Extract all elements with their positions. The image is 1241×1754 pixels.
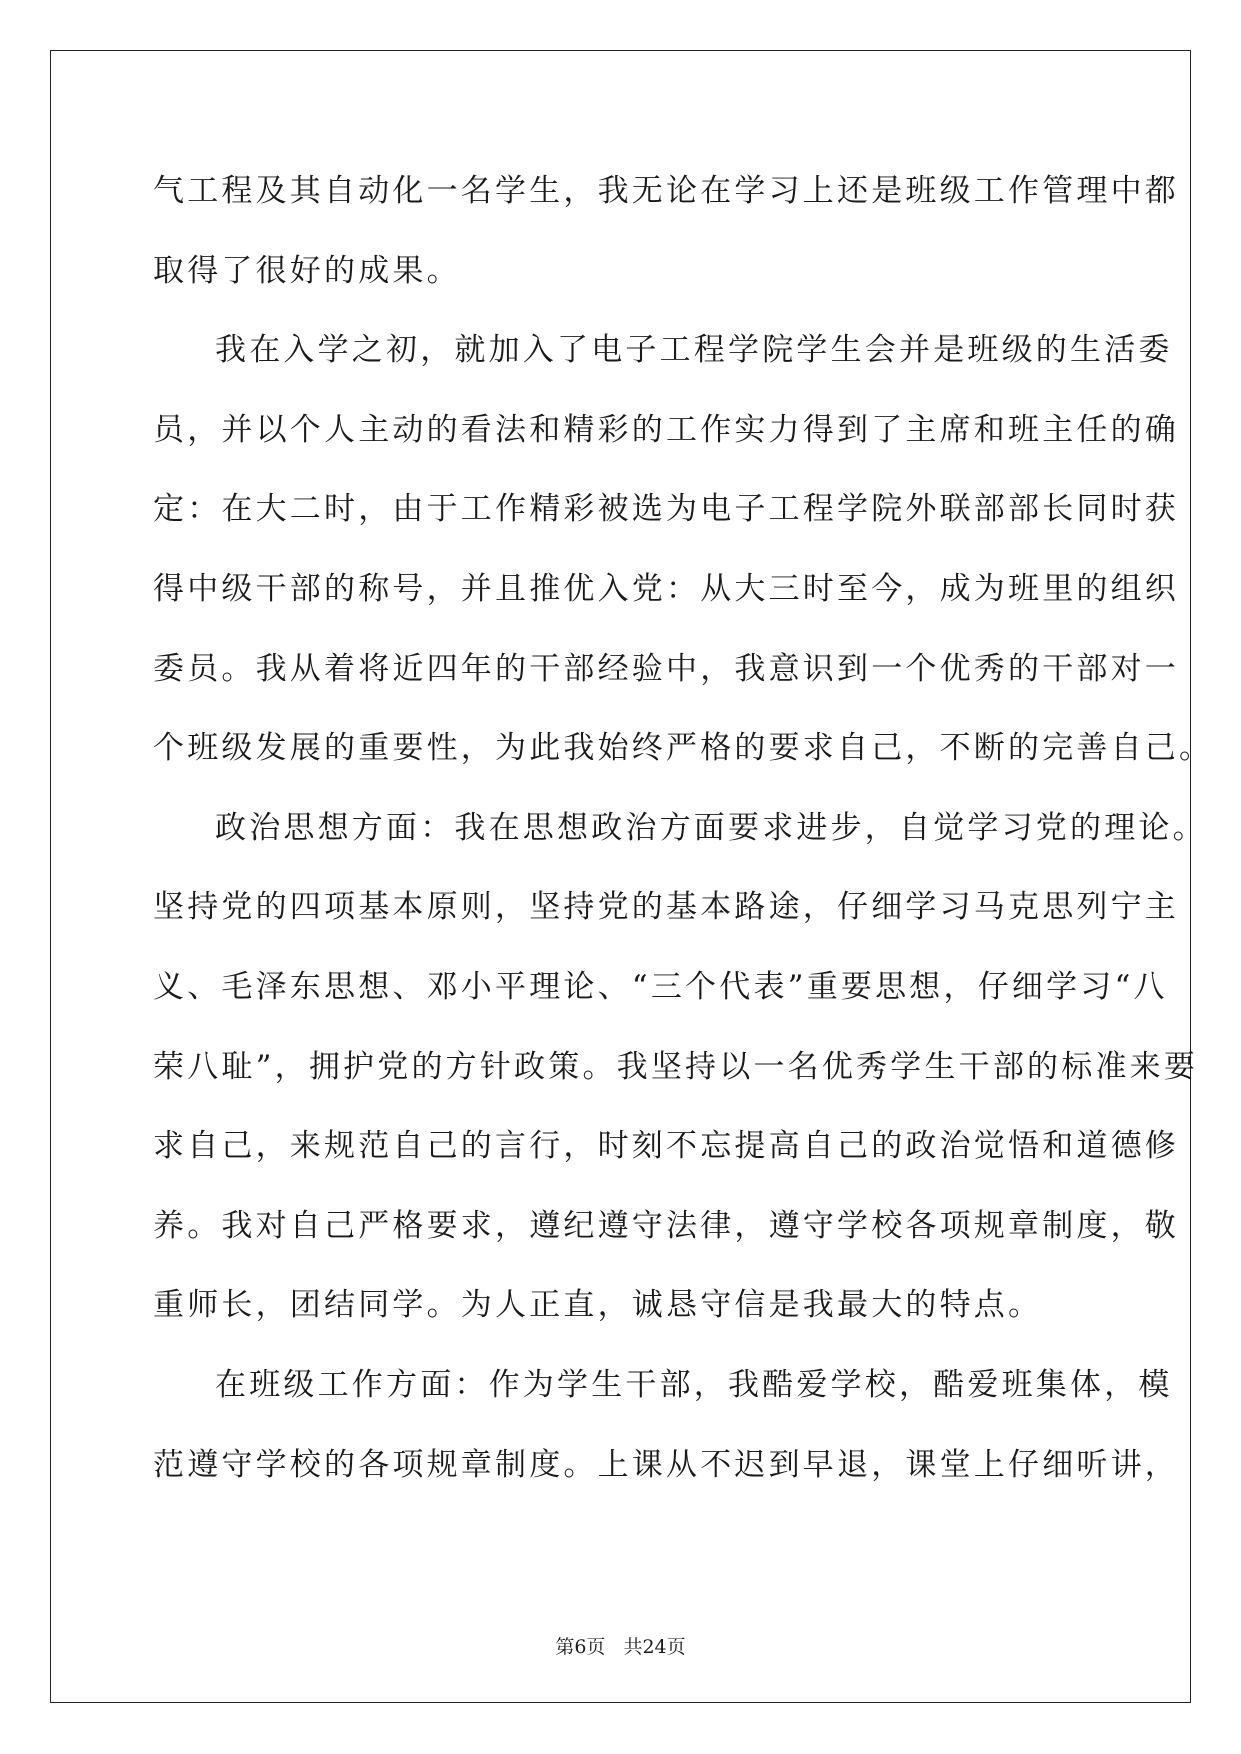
text-line: 重师长，团结同学。为人正直，诚恳守信是我最大的特点。 <box>153 1287 1043 1324</box>
page-footer <box>0 1632 1241 1659</box>
paragraph-start-line: 在班级工作方面：作为学生干部，我酷爱学校，酷爱班集体，模 <box>215 1366 1173 1403</box>
page-number: 第6页 <box>555 1636 606 1658</box>
text-line: 得中级干部的称号，并且推优入党：从大三时至今，成为班里的组织 <box>153 570 1179 607</box>
page-total: 共24页 <box>623 1636 686 1658</box>
text-line: 坚持党的四项基本原则，坚持党的基本路途，仔细学习马克思列宁主 <box>153 889 1179 926</box>
text-line: 定：在大二时，由于工作精彩被选为电子工程学院外联部部长同时获 <box>153 491 1179 528</box>
text-line: 荣八耻”，拥护党的方针政策。我坚持以一名优秀学生干部的标准来要 <box>153 1048 1199 1085</box>
text-line: 委员。我从着将近四年的干部经验中，我意识到一个优秀的干部对一 <box>153 650 1179 687</box>
paragraph-start-line: 政治思想方面：我在思想政治方面要求进步，自觉学习党的理论。 <box>215 809 1207 846</box>
text-line: 义、毛泽东思想、邓小平理论、“三个代表”重要思想，仔细学习“八 <box>153 968 1168 1005</box>
text-line: 个班级发展的重要性，为此我始终严格的要求自己，不断的完善自己。 <box>153 730 1214 767</box>
text-line: 求自己，来规范自己的言行，时刻不忘提高自己的政治觉悟和道德修 <box>153 1128 1179 1165</box>
text-line: 取得了很好的成果。 <box>153 252 461 289</box>
paragraph-start-line: 我在入学之初，就加入了电子工程学院学生会并是班级的生活委 <box>215 332 1173 369</box>
document-body <box>153 166 1214 1519</box>
text-line: 范遵守学校的各项规章制度。上课从不迟到早退，课堂上仔细听讲， <box>153 1446 1179 1483</box>
text-line: 养。我对自己严格要求，遵纪遵守法律，遵守学校各项规章制度，敬 <box>153 1207 1179 1244</box>
text-line: 气工程及其自动化一名学生，我无论在学习上还是班级工作管理中都 <box>153 173 1179 209</box>
text-line: 员，并以个人主动的看法和精彩的工作实力得到了主席和班主任的确 <box>153 411 1179 448</box>
